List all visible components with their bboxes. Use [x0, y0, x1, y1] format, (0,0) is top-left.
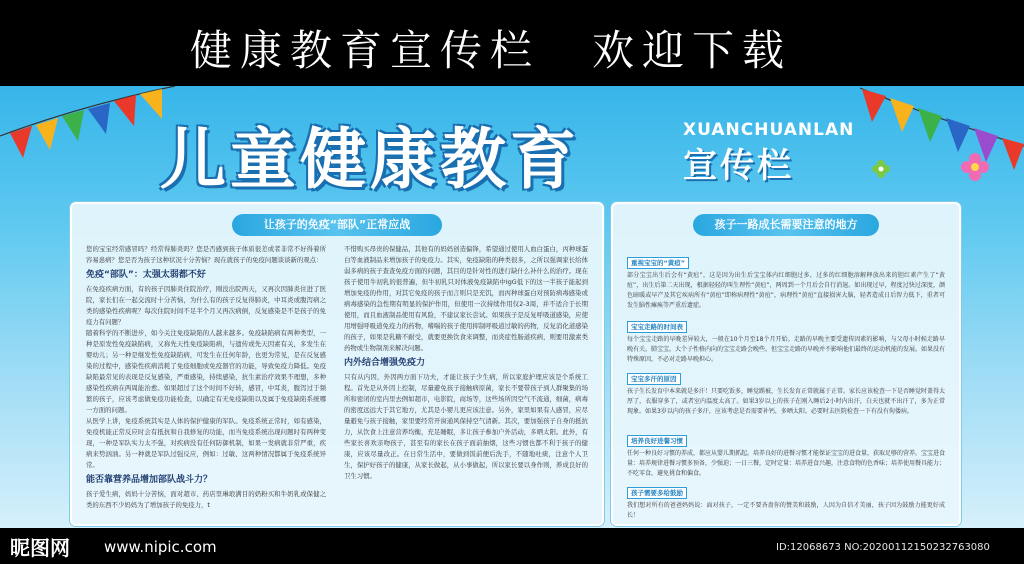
- section-heading: 能否靠营养品增加部队战斗力？: [86, 475, 213, 485]
- paragraph: 不惜购买昂贵的保健品，其他有的妈妈创造偏锋，希望通过使用人血白蛋白，丙种球蛋白等血液制品来增加孩子的免疫力。其实，免疫缺陷的种类很多，之所以强调家长给体弱多病的孩子查查免疫方面的问题，其目的是针对性的进行缺什么补什么的治疗。现在孩子使用牛初乳的很普遍，但牛初乳只对体液免疫缺陷中IgG低下的这一半孩子能起到增加免疫的作用，对其它免疫的孩子而言则只是充饥，而丙种球蛋白对预防病毒感染或病毒感染的急性期有明显的保护作用，但使用一次持续作用仅2-3周，并不适合于长期使用，而且血液制品使用有风险，不建议家长尝试。如果孩子是反复呼吸道感染，应使用增强呼吸道免疫力的药物，嗜喘的孩子使用抑制呼吸道过敏的药物，反复消化道感染的孩子，如果是乳糖不耐受，就要更换饮食来调整，而炎症性肠道疾病，则要用激素类药物或生物制剂来解决问题。: [344, 245, 588, 352]
- watermark-id: ID:12068673 NO:20200112150232763080: [776, 542, 990, 553]
- section-body: 部分宝宝出生后会有“黄疸”，这是因为出生后宝宝体内红细胞过多，过多的红细胞溶解释放出来的胆红素产生了“黄疸”，出生后第二天出现，根据轻轻的叫生理性“黄疸”，两周到一个月后会自行消退。如出现过早，程度过快过深度，颜色暗暖或早产及其它疾病所有“黄疸”即称病理性“黄疸”，病理性“黄疸”直接损害大脑，轻者造成日后智力低下，重者可发生脑性瘫痪等严重后遗症。: [627, 272, 945, 308]
- section-body: 孩子生长发育中本来就是多汗！只要吃饭多，睡觉踢被，生长发育正常就属于正常。家长应该检查一下是否睡觉时盖得太厚了，衣服穿多了，或者室内温度太高了。如果3岁以上的孩子在刚入睡后2小时内出汗，白天也就不出汗了，多为正常现象。如果3岁以内的孩子多汗，应该考虑是否需要补钙，多晒太阳。必要时去医院检查一下有没有佝偻病。: [627, 388, 945, 415]
- section-sweating: [627, 366, 945, 424]
- section-tag: 重视宝宝的“黄疸”: [627, 257, 689, 269]
- right-content-panel: [611, 202, 961, 526]
- paragraph: 随着科学的不断进步，如今关注免疫缺陷的人越来越多。免疫缺陷病有两种类型，一种是原发性免疫缺陷病，又称先天性免疫缺陷病，与遗传或先天因素有关，多发生在婴幼儿；另一种是继发性免疫缺陷病，可发生在任何年龄，也更为常见，是在反复感染的过程中，感染性疾病消耗了免疫细胞或免疫器官的功能，导致免疫力降低。免疫缺陷最常见的表现是反复感染，严重感染，持续感染，抗生素治疗效果不理想，多种感染性疾病在两周能治愈。如果超过了这个时间不好转，感冒，中耳炎，腹泻过于频繁的孩子，应该考虑做免疫功能检查，以确定有无免疫缺陷以及属于免疫缺陷系统哪一方面的问题。: [86, 329, 326, 414]
- section-eating-habits: [627, 428, 945, 476]
- section-tag: 孩子需要多给鼓励: [627, 487, 687, 499]
- section-body: 每个宝宝走路的早晚差异较大，一般在10个月至18个月开始。走路的早晚主要受遗传因素的影响，与父母小时候走路早晚有关。肺宝宝，大个子性格内向的宝宝走路会晚些。但宝宝走路的早晚并不影响他们最终的运动机能的发展。如果没有特殊原因，不必对走路早晚担心。: [627, 336, 945, 362]
- section-encouragement: [627, 480, 945, 518]
- flower-icon: [960, 152, 990, 182]
- paragraph: 只有从内因，外因两方面下功夫，才能让孩子少生病，所以家庭护理应该是个系统工程。首先是从外因上控制，尽量避免孩子接触病原菌，家长不要带孩子到人群聚集的场所和密闭的室内里去例如超市，电影院，商场等，这些场所因空气不流通，细菌，病毒的密度远远大于其它地方，尤其是小婴儿更应该注意。另外，家里如果有人感冒，应尽量避免与孩子接触，家里要经常开窗通风保持空气清新。其次，要加强孩子自身的抵抗力，从饮食上注意营养均衡，充足睡眠，多让孩子参加户外活动，多晒太阳。此外，有些家长喜欢亲吻孩子，甚至有的家长在孩子面前抽烟，这些习惯也都不利于孩子的健康，应该尽量改正。在日常生活中，要做到饭前便后洗手，不随地吐痰，注意个人卫生，保护好孩子的健康，从家长做起，从小事做起，所以家长要以身作则，养成良好的卫生习惯。: [344, 373, 588, 480]
- paragraph: 孩子爱生病，妈妈十分苦恼，面对超市、药店里琳琅满目的奶粉买和牛奶乳或保健之类的东西不少妈妈为了增加孩子的免疫力，t: [86, 490, 326, 509]
- section-body: 我们想对所有的爸爸妈妈说：面对孩子，一定不要吝啬你的赞美和鼓励，人因为自信才美丽，孩子因为鼓励力能更好成长！: [627, 502, 945, 518]
- subtitle-english: XUANCHUANLAN: [683, 120, 855, 140]
- section-heading: 免疫“部队”：太强太弱都不好: [86, 270, 206, 280]
- section-walking: [627, 314, 945, 362]
- paragraph: 在免疫疾病方面，有的孩子因肺炎住院治疗，刚没出院两天，又再次因肺炎住进了医院，家长们在一起交流时十分苦恼，为什么有的孩子反复得肺炎，中耳炎或腹泻病之类的感染性疾病呢？每次住院时间不足半个月又再次病倒，反复感染是不是孩子的免疫力有问题？: [86, 285, 326, 326]
- left-column-2: [344, 244, 588, 520]
- bunting-left-icon: [0, 86, 180, 176]
- section-body: 任何一种良好习惯的养成，都应从婴儿期抓起。培养良好的进餐习惯才能保证宝宝的进食量，获取足够的营养。宝宝进食量：培养规律进餐习惯多预备，少强迫；一日三餐，定时定量：培养进食兴趣，注意食物的色香味；培养使用餐具能力；不吃零食，避免挑食和偏食。: [627, 450, 945, 476]
- left-panel-heading: 让孩子的免疫“部队”正常应战: [232, 214, 442, 236]
- section-jaundice: [627, 250, 945, 308]
- left-column-1: [86, 244, 326, 520]
- section-tag: 宝宝走路的时间表: [627, 321, 687, 333]
- section-heading: 内外结合增强免疫力: [344, 358, 426, 368]
- section-tag: 培养良好进餐习惯: [627, 435, 687, 447]
- banner-title: 健康教育宣传栏: [190, 26, 541, 75]
- section-tag: 宝宝多汗的原因: [627, 373, 681, 385]
- bunting-right-icon: [858, 86, 1024, 196]
- banner-welcome: 欢迎下载: [592, 26, 793, 75]
- main-title: 儿童健康教育: [160, 121, 580, 198]
- watermark-logo: 昵图网: [10, 536, 70, 560]
- right-panel-heading: 孩子一路成长需要注意的地方: [693, 214, 879, 236]
- left-content-panel: [70, 202, 604, 526]
- paragraph: 从医学上讲，免疫系统其实是人体的保护健康的军队。免疫系统正常时，如有感染，免疫机能正常反应时会有抵抗和自我修复的功能，而当免疫系统出现问题时有两种变现，一种是军队实力太不强，对疾病没有任何防御机制，如果一发病就非常严重，疾病来势汹汹。另一种就是军队过强反应，例如：过敏、这两种情况都属于免疫系统异常。: [86, 417, 326, 469]
- watermark-url: www.nipic.com: [104, 538, 217, 556]
- subtitle-chinese: 宣传栏: [683, 146, 794, 186]
- small-flower-icon: [872, 160, 890, 178]
- paragraph: 您的宝宝经常感冒吗？经常得肺炎吗？您是否感到孩子体质很差或者非常不好得着所容易患病？您是否为孩子这种状况十分苦恼？现在就孩子的免疫问题谈谈新的观点：: [86, 245, 326, 264]
